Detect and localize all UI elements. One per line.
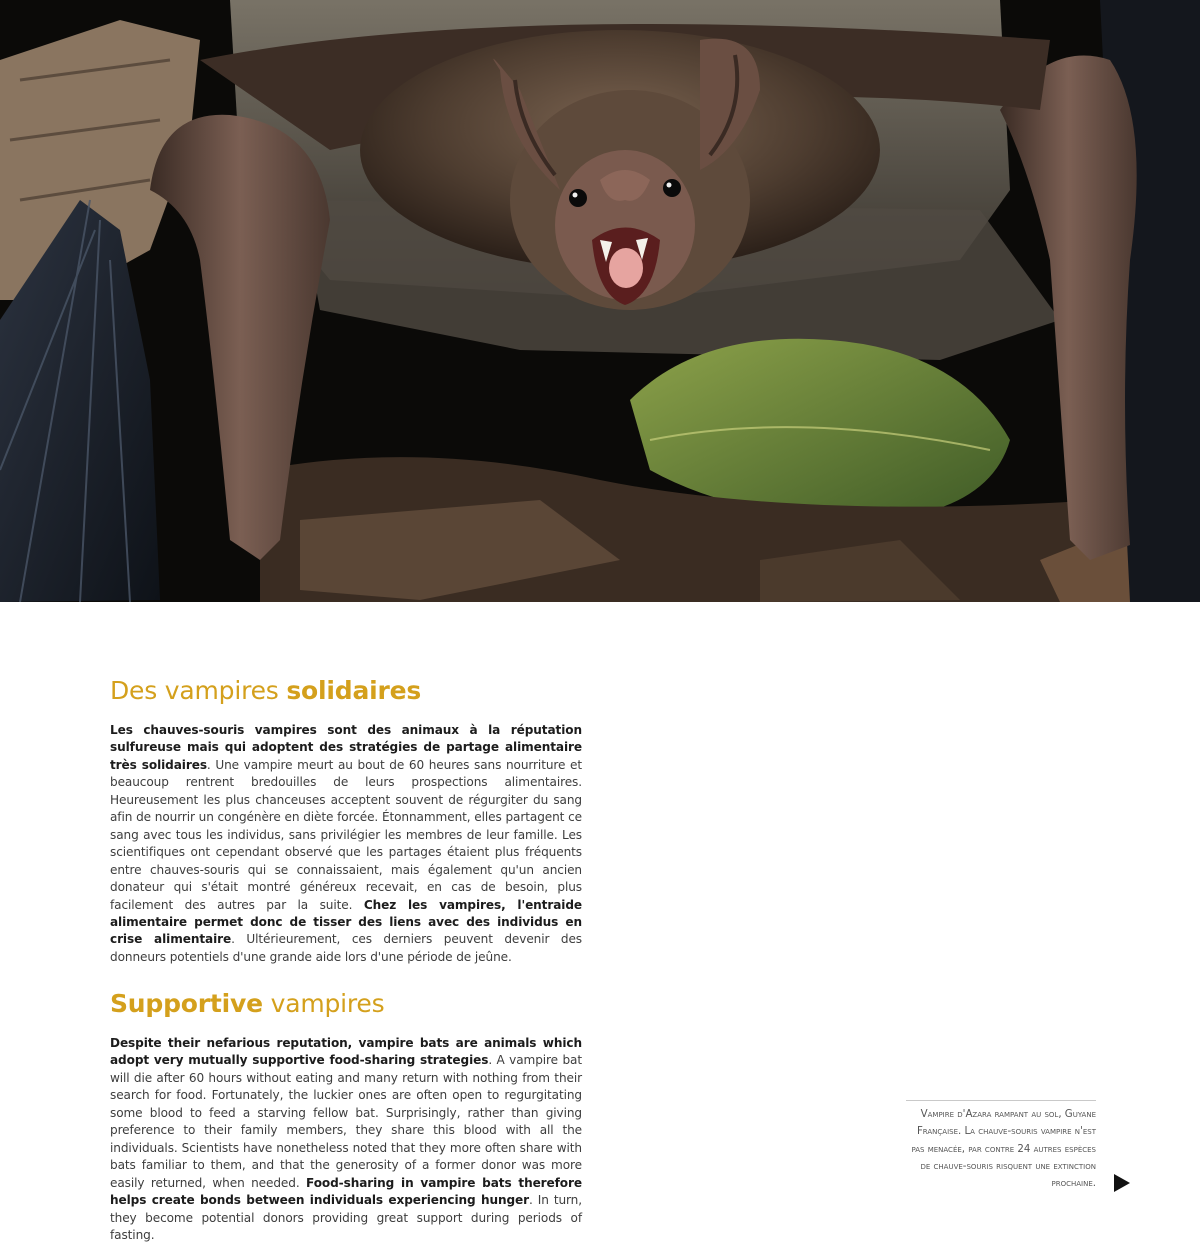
body-text-en-1: . A vampire bat will die after 60 hours without eating and many return with nothing from their search for food. Fortunately, the luckier ones are often open to regurgitating some blood to feed a starving fellow bat. Surprisingly, rather than giving preference to their family members, they share this blood with all the individuals. Scientists have nonetheless noted that they more often share with bats familiar to them, and that the generosity of a former donor was more easily returned, when needed.	[110, 1053, 582, 1190]
body-text-en-2: . In turn, they become potential donors providing great support during periods of fasting.	[110, 1193, 582, 1242]
highlight-text-fr: Chez les vampires, l'entraide alimentaire permet donc de tisser des liens avec des individus en crise alimentaire	[110, 897, 582, 947]
section-title-en-light: vampires	[262, 989, 385, 1018]
article-section-fr	[110, 674, 582, 966]
section-title-en	[110, 987, 582, 1021]
body-paragraph-en	[110, 1035, 582, 1244]
section-title-fr-bold: solidaires	[286, 676, 422, 705]
lead-text-en: Despite their nefarious reputation, vampire bats are animals which adopt very mutually supportive food-sharing strategies	[110, 1036, 582, 1068]
section-title-fr	[110, 674, 582, 708]
bat-illustration	[0, 0, 1200, 602]
section-title-fr-light: Des vampires	[110, 676, 287, 705]
section-title-en-bold: Supportive	[110, 989, 263, 1018]
body-text-fr-1: . Une vampire meurt au bout de 60 heures sans nourriture et beaucoup rentrent bredouilles de leurs prospections alimentaires. Heureusement les plus chanceuses acceptent souvent de régurgiter du sang afin de nourrir un congénère en diète forcée. Étonnamment, elles partagent ce sang avec tous les individus, sans privilégier les membres de leur famille. Les scientifiques ont cependant observé que les partages étaient plus fréquents entre chauves-souris qui se connaissaient, mais également qu'un ancien donateur qui s'était montré généreux recevait, en cas de besoin, plus facilement des autres par la suite.	[110, 757, 582, 912]
lead-text-fr: Les chauves-souris vampires sont des animaux à la réputation sulfureuse mais qui adoptent des stratégies de partage alimentaire très solidaires	[110, 723, 582, 772]
vampire-bat-photo	[0, 0, 1200, 602]
body-paragraph-fr	[110, 722, 582, 966]
article-section-en	[110, 987, 582, 1244]
body-text-fr-2: . Ultérieurement, ces derniers peuvent devenir des donneurs potentiels d'une grande aide lors d'une période de jeûne.	[110, 932, 582, 964]
next-page-arrow-icon[interactable]	[1114, 1174, 1130, 1192]
highlight-text-en: Food-sharing in vampire bats therefore helps create bonds between individuals experiencing hunger	[110, 1175, 582, 1208]
photo-caption: Vampire d'Azara rampant au sol, Guyane Française. La chauve-souris vampire n'est pas menacée, par contre 24 autres espèces de chauve-souris risquent une extinction prochaine.	[906, 1100, 1096, 1192]
